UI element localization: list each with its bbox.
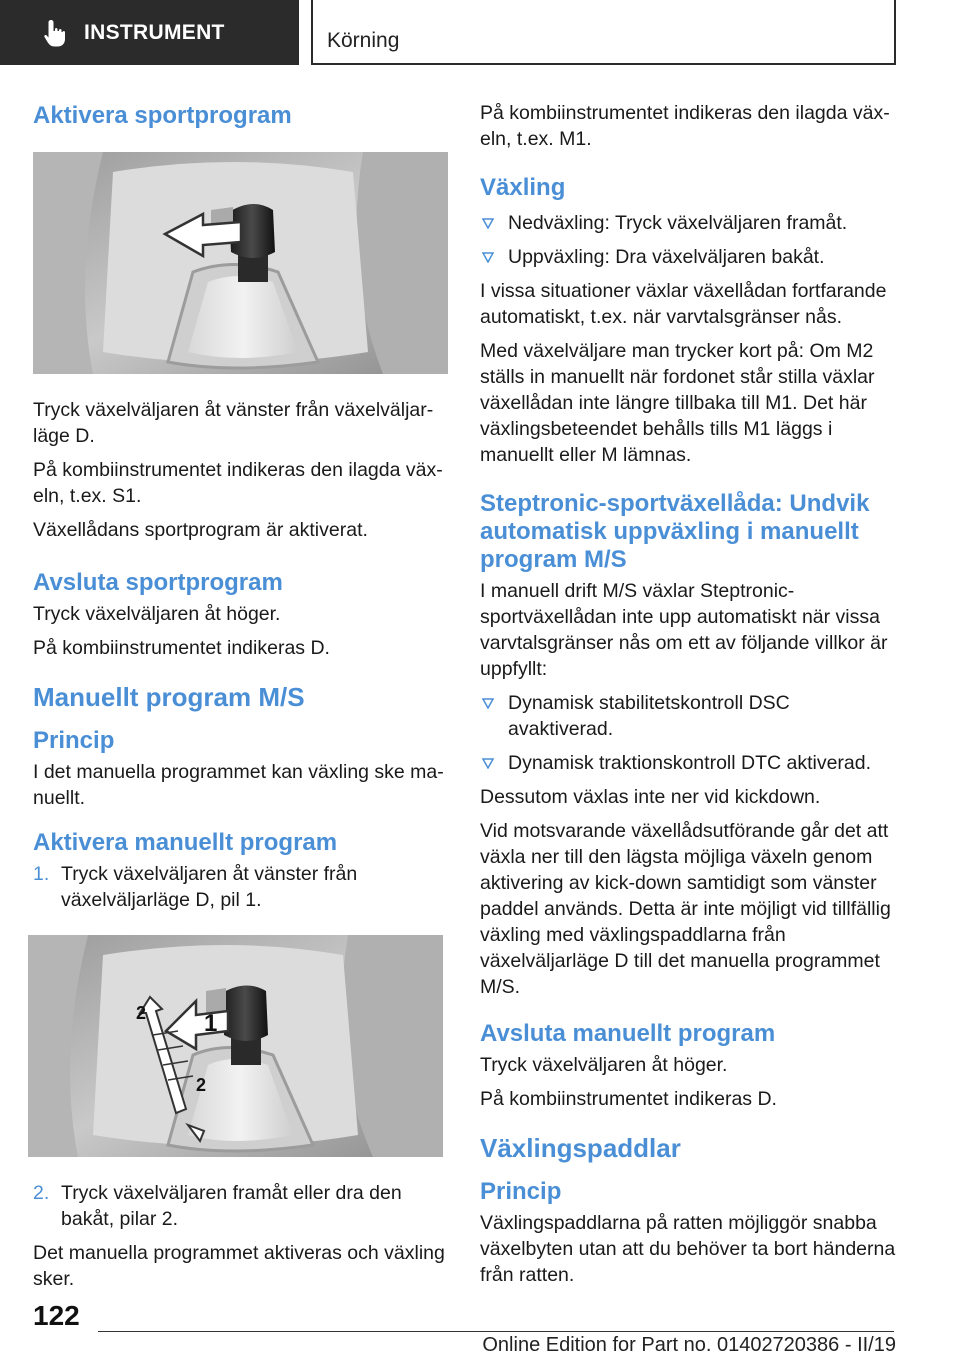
section-tab[interactable] (0, 0, 299, 65)
list-item (480, 690, 896, 742)
gear-selector-manual-figure (28, 935, 443, 1157)
paragraph: Tryck växelväljaren åt höger. (480, 1054, 728, 1076)
step-text: Tryck växelväljaren åt vänster från växelväljarläge D, pil 1. (61, 863, 358, 911)
arrow-2-label: 2 (136, 1003, 147, 1023)
paragraph: På kombiinstrumentet indikeras D. (480, 1088, 777, 1110)
shifting-list (480, 210, 896, 270)
list-item (480, 750, 896, 776)
heading-shifting: Växling (480, 174, 566, 201)
chapter-title: Körning (327, 29, 400, 52)
paragraph: På kombiinstrumentet indikeras den ilagda växeln, t.ex. M1. (480, 102, 890, 150)
heading-principle: Princip (33, 727, 115, 754)
step-number: 1. (33, 863, 50, 885)
heading-steptronic: Steptronic-sportväxellåda: Undvik automatisk uppväxling i manuellt program M/S (480, 490, 870, 573)
paragraph: Växlingspaddlarna på ratten möjliggör snabba växelbyten utan att du behöver ta bort händerna från ratten. (480, 1212, 896, 1286)
paragraph: Dessutom växlas inte ner vid kickdown. (480, 786, 821, 808)
arrow-2-label: 2 (196, 1075, 207, 1095)
paragraph: Det manuella programmet aktiveras och växling sker. (33, 1242, 445, 1290)
bullet-triangle-icon (482, 758, 494, 769)
heading-end-sport: Avsluta sportprogram (33, 569, 283, 596)
arrow-1-label: 1 (204, 1010, 218, 1037)
edition-note: Online Edition for Part no. 01402720386 - II/19 (482, 1334, 896, 1356)
steps-list (33, 1180, 448, 1232)
touch-hand-icon (42, 18, 68, 48)
heading-principle: Princip (480, 1178, 562, 1205)
step-item (33, 861, 448, 913)
step-item (33, 1180, 448, 1232)
paragraph: I det manuella programmet kan växling ske manuellt. (33, 761, 444, 809)
heading-paddles: Växlingspaddlar (480, 1133, 681, 1163)
heading-manual-program: Manuellt program M/S (33, 682, 305, 712)
chapter-box (311, 0, 896, 65)
heading-end-manual: Avsluta manuellt program (480, 1020, 776, 1047)
paragraph: I vissa situationer växlar växellådan fortfarande automatiskt, t.ex. när varvtalsgränser nås. (480, 280, 887, 328)
steps-list (33, 861, 448, 913)
heading-activate-manual: Aktivera manuellt program (33, 829, 338, 856)
bullet-triangle-icon (482, 698, 494, 709)
left-column (33, 100, 448, 1300)
conditions-list (480, 690, 896, 776)
bullet-triangle-icon (482, 252, 494, 263)
list-item-text: Dynamisk traktionskontroll DTC aktiverad. (508, 752, 872, 774)
step-text: Tryck växelväljaren framåt eller dra den bakåt, pilar 2. (61, 1182, 402, 1230)
section-title: INSTRUMENT (84, 20, 225, 44)
list-item-text: Dynamisk stabilitetskontroll DSC avaktiverad. (508, 692, 790, 740)
heading-activate-sport: Aktivera sportprogram (33, 102, 292, 129)
paragraph: Vid motsvarande växellådsutförande går det att växla ner till den lägsta möjliga växeln genom aktivering av kick-down samtidigt som vänster paddel används. Detta är inte möjligt vid tillfällig växling med växlingspaddlarna från växelväljarläge D till det manuella programmet M/S. (480, 820, 891, 998)
page-number: 122 (33, 1300, 80, 1331)
paragraph: Med växelväljare man trycker kort på: Om M2 ställs in manuellt när fordonet står stilla växlar växellådan inte längre tillbaka till M1. Det här växlingsbeteendet behålls tills M1 läggs i manuellt eller M lämnas. (480, 340, 875, 466)
list-item-text: Nedväxling: Tryck växelväljaren framåt. (508, 212, 848, 234)
paragraph: I manuell drift M/S växlar Steptronic-sportväxellådan inte upp automatiskt när vissa varvtalsgränser nås om ett av följande villkor är uppfyllt: (480, 580, 888, 680)
paragraph: Växellådans sportprogram är aktiverat. (33, 519, 368, 541)
list-item (480, 210, 896, 236)
list-item-text: Uppväxling: Dra växelväljaren bakåt. (508, 246, 825, 268)
bullet-triangle-icon (482, 218, 494, 229)
paragraph: På kombiinstrumentet indikeras den ilagda växeln, t.ex. S1. (33, 459, 443, 507)
gear-selector-sport-figure (33, 152, 448, 374)
paragraph: Tryck växelväljaren åt höger. (33, 603, 281, 625)
list-item (480, 244, 896, 270)
paragraph: Tryck växelväljaren åt vänster från växelväljarläge D. (33, 399, 434, 447)
paragraph: På kombiinstrumentet indikeras D. (33, 637, 330, 659)
footer-divider (98, 1331, 894, 1332)
step-number: 2. (33, 1182, 50, 1204)
right-column (480, 100, 896, 1296)
